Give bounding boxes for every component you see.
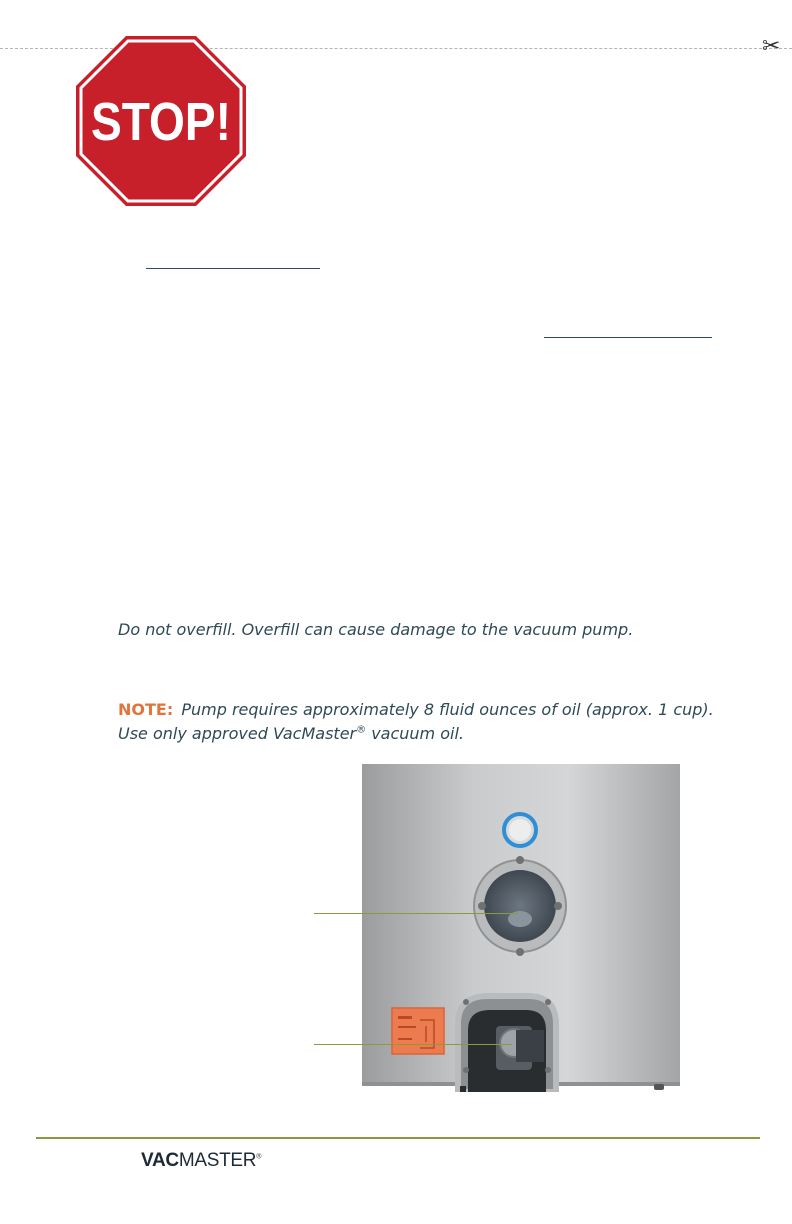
callout-line-drain-plug bbox=[314, 1044, 512, 1045]
oil-sight-glass bbox=[484, 870, 556, 942]
overfill-warning: Do not overfill. Overfill can cause damage to the vacuum pump. bbox=[118, 620, 634, 639]
logo-regular: MASTER bbox=[178, 1150, 257, 1171]
logo-bold: VAC bbox=[141, 1150, 179, 1171]
note-line-2-prefix: Use only approved VacMaster bbox=[118, 724, 357, 743]
pump-photo bbox=[362, 764, 680, 1092]
note-label: NOTE: bbox=[118, 700, 174, 719]
note-line-1: Pump requires approximately 8 fluid ounces of oil (approx. 1 cup). bbox=[181, 700, 714, 719]
underline-rule bbox=[146, 268, 320, 269]
stop-sign-text: STOP! bbox=[91, 92, 231, 152]
note-paragraph bbox=[118, 698, 738, 746]
registered-mark: ® bbox=[356, 724, 367, 736]
note-line-2-suffix: vacuum oil. bbox=[366, 724, 464, 743]
scissors-icon: ✂ bbox=[762, 34, 781, 59]
logo-registered-mark: ® bbox=[256, 1153, 262, 1161]
vacmaster-logo bbox=[141, 1150, 261, 1174]
underline-rule bbox=[544, 337, 712, 338]
stop-sign-icon bbox=[76, 36, 246, 206]
warning-label bbox=[392, 1008, 444, 1054]
footer-rule bbox=[36, 1137, 760, 1139]
callout-line-sight-glass bbox=[314, 913, 518, 914]
